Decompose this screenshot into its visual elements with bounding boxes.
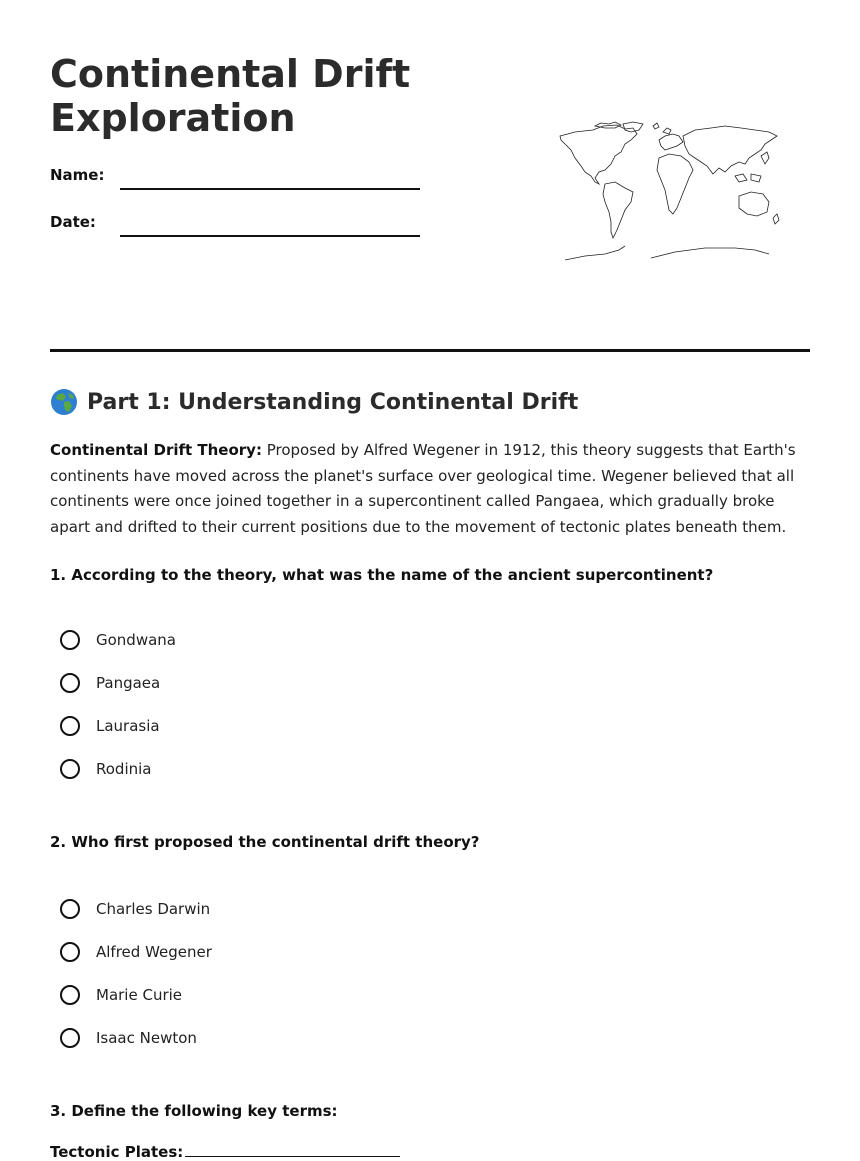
q2-option-wegener[interactable] [60,930,212,973]
radio-button[interactable] [60,673,80,693]
date-field[interactable] [50,213,430,243]
q1-option-gondwana[interactable] [60,618,176,661]
answer-line[interactable] [185,1142,400,1157]
globe-icon [50,388,78,416]
option-label: Alfred Wegener [96,942,212,961]
question-1-options [60,618,176,790]
option-label: Gondwana [96,630,176,649]
name-label: Name: [50,166,105,184]
option-label: Charles Darwin [96,899,211,918]
section-divider [50,349,810,352]
radio-button[interactable] [60,759,80,779]
radio-button[interactable] [60,985,80,1005]
radio-button[interactable] [60,942,80,962]
part1-heading [50,388,578,416]
radio-button[interactable] [60,716,80,736]
world-map-image [555,118,787,266]
name-input-line[interactable] [120,188,420,190]
intro-text: Proposed by Alfred Wegener in 1912, this theory suggests that Earth's continents have moved across the planet's surface over geological time. Wegener believed that all continents were once joined together in a supercontinent called Pangaea, which gradually broke apart and drifted to their current positions due to the movement of tectonic plates beneath them. [50,441,796,536]
option-label: Marie Curie [96,985,183,1004]
question-2: 2. Who first proposed the continental drift theory? [50,833,480,851]
define-tectonic-plates[interactable] [50,1142,400,1161]
q2-option-curie[interactable] [60,973,212,1016]
radio-button[interactable] [60,1028,80,1048]
question-1: 1. According to the theory, what was the name of the ancient supercontinent? [50,566,714,584]
option-label: Laurasia [96,716,160,735]
page-title: Continental Drift Exploration [50,52,411,140]
intro-lead: Continental Drift Theory: [50,441,262,459]
q2-option-newton[interactable] [60,1016,212,1059]
date-input-line[interactable] [120,235,420,237]
q1-option-rodinia[interactable] [60,747,176,790]
date-label: Date: [50,213,96,231]
question-2-options [60,887,212,1059]
radio-button[interactable] [60,899,80,919]
q1-option-pangaea[interactable] [60,661,176,704]
question-3: 3. Define the following key terms: [50,1102,338,1120]
name-field[interactable] [50,166,430,196]
intro-paragraph [50,438,810,540]
option-label: Rodinia [96,759,152,778]
q1-option-laurasia[interactable] [60,704,176,747]
part1-heading-text: Part 1: Understanding Continental Drift [87,389,579,415]
q2-option-darwin[interactable] [60,887,212,930]
option-label: Pangaea [96,673,161,692]
term-label: Tectonic Plates: [50,1143,184,1161]
option-label: Isaac Newton [96,1028,197,1047]
radio-button[interactable] [60,630,80,650]
